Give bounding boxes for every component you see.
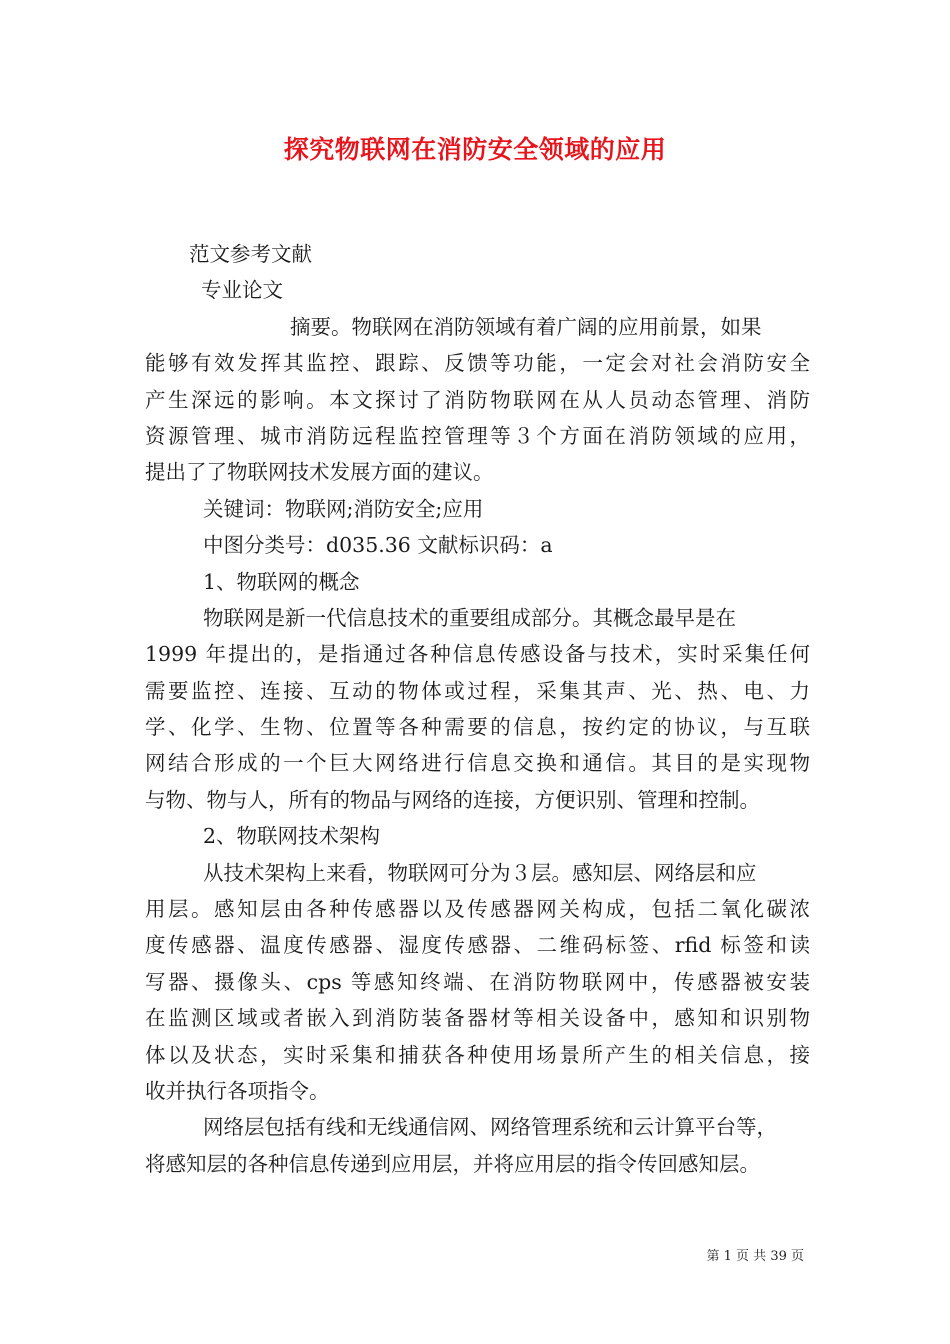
section2-paragraph-1 [145, 855, 810, 1110]
paragraph-line: 从技术架构上来看，物联网可分为３层。感知层、网络层和应 [203, 860, 757, 885]
paragraph-line: 网络层包括有线和无线通信网、网络管理系统和云计算平台等， [203, 1115, 777, 1140]
section1-paragraph [145, 600, 810, 818]
reference-label: 范文参考文献 [189, 242, 312, 266]
abstract-paragraph [145, 309, 810, 491]
keywords-line: 关键词：物联网;消防安全;应用 [203, 496, 484, 521]
document-title: 探究物联网在消防安全领域的应用 [283, 135, 667, 164]
abstract-line: 能够有效发挥其监控、跟踪、反馈等功能，一定会对社会消防安全 [145, 351, 810, 376]
paragraph-line: 将感知层的各种信息传递到应用层，并将应用层的指令传回感知层。 [145, 1151, 760, 1176]
paragraph-line: 收并执行各项指令。 [145, 1078, 330, 1103]
paragraph-line: 用层。感知层由各种传感器以及传感器网关构成，包括二氧化碳浓 [145, 897, 810, 922]
section2-paragraph-2 [145, 1109, 810, 1182]
abstract-line: 产生深远的影响。本文探讨了消防物联网在从人员动态管理、消防 [145, 387, 810, 412]
paragraph-line: 网结合形成的一个巨大网络进行信息交换和通信。其目的是实现物 [145, 751, 810, 776]
paper-type-label: 专业论文 [201, 278, 283, 303]
abstract-line: 资源管理、城市消防远程监控管理等３个方面在消防领域的应用， [145, 423, 810, 448]
document-body [145, 236, 810, 1182]
abstract-line: 摘要。物联网在消防领域有着广阔的应用前景，如果 [290, 314, 762, 339]
paragraph-line: 在监测区域或者嵌入到消防装备器材等相关设备中，感知和识别物 [145, 1006, 810, 1031]
paragraph-line: 学、化学、生物、位置等各种需要的信息，按约定的协议，与互联 [145, 715, 810, 740]
paragraph-line: 体以及状态，实时采集和捕获各种使用场景所产生的相关信息，接 [145, 1042, 810, 1067]
paragraph-line: 度传感器、温度传感器、湿度传感器、二维码标签、rfid 标签和读 [145, 933, 810, 958]
section-heading: 2、物联网技术架构 [203, 824, 381, 849]
abstract-line: 提出了了物联网技术发展方面的建议。 [145, 460, 494, 485]
paragraph-line: 需要监控、连接、互动的物体或过程，采集其声、光、热、电、力 [145, 678, 810, 703]
paragraph-line: 1999 年提出的，是指通过各种信息传感设备与技术，实时采集任何 [145, 642, 810, 667]
paragraph-line: 物联网是新一代信息技术的重要组成部分。其概念最早是在 [203, 605, 736, 630]
paragraph-line: 写器、摄像头、cps 等感知终端、在消防物联网中，传感器被安装 [145, 969, 810, 994]
classification-line: 中图分类号：d035.36 文献标识码：a [203, 533, 553, 558]
page-number: 第 1 页 共 39 页 [706, 1249, 804, 1264]
section-heading: 1、物联网的概念 [203, 569, 360, 594]
paragraph-line: 与物、物与人，所有的物品与网络的连接，方便识别、管理和控制。 [145, 787, 760, 812]
